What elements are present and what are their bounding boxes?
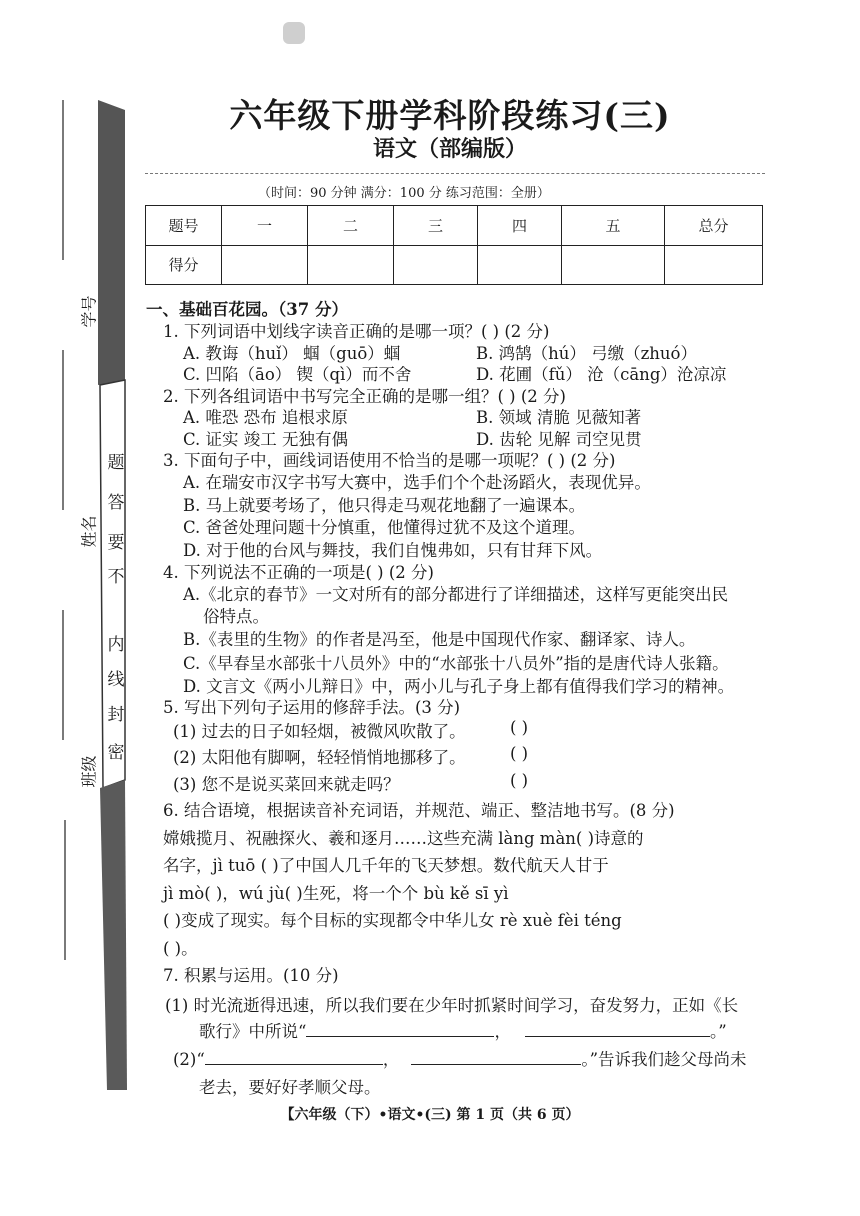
seal-char: 要 xyxy=(107,533,125,553)
option-c: C. 证实 竣工 无独有偶 xyxy=(183,430,349,449)
class-label: 班级 xyxy=(79,755,99,788)
score-cell[interactable] xyxy=(562,245,665,285)
seal-char: 答 xyxy=(107,493,125,513)
text-segment: ， xyxy=(494,1022,511,1041)
strip-bottom-dark xyxy=(100,780,127,1090)
divider xyxy=(145,173,765,174)
question-stem: 5. 写出下列句子运用的修辞手法。(3 分) xyxy=(163,698,461,717)
text-segment: ， xyxy=(382,1050,400,1069)
option-b: B. 鸿鹄（hú） 弓缴（zhuó） xyxy=(476,344,697,363)
sub-question-cont: 老去，要好好孝顺父母。 xyxy=(199,1078,381,1097)
fill-blank[interactable] xyxy=(411,1047,581,1065)
table-row xyxy=(146,206,763,246)
option-d: D. 对于他的台风与舞技，我们自愧弗如，只有甘拜下风。 xyxy=(183,541,603,560)
option-c: C. 凹陷（āo） 锲（qì）而不舍 xyxy=(183,365,412,384)
option-d: D. 花圃（fǔ） 沧（cāng）沧凉凉 xyxy=(476,365,727,384)
passage-line: 嫦娥揽月、祝融探火、羲和逐月……这些充满 làng màn( )诗意的 xyxy=(163,829,644,848)
option-a-cont: 俗特点。 xyxy=(203,607,269,626)
fill-blank[interactable] xyxy=(525,1019,710,1037)
table-cell: 五 xyxy=(562,206,665,246)
question-stem: 7. 积累与运用。(10 分) xyxy=(163,966,339,985)
option-b: B. 马上就要考场了，他只得走马观花地翻了一遍课本。 xyxy=(183,496,586,515)
score-cell[interactable] xyxy=(222,245,308,285)
text-segment: 。” xyxy=(709,1022,727,1041)
table-cell: 总分 xyxy=(665,206,763,246)
question-stem: 1. 下列词语中划线字读音正确的是哪一项？( ) (2 分) xyxy=(163,322,550,341)
seal-char: 内 xyxy=(107,635,125,655)
score-cell[interactable] xyxy=(665,245,763,285)
passage-line: ( )。 xyxy=(163,939,198,958)
sentence-item: (3) 您不是说买菜回来就走吗？ xyxy=(173,775,400,794)
table-row xyxy=(146,245,763,285)
student-id-label: 学号 xyxy=(79,295,99,328)
fill-blank[interactable] xyxy=(306,1019,494,1037)
exam-info: （时间：90 分钟 满分：100 分 练习范围：全册） xyxy=(258,186,550,201)
answer-paren[interactable]: ( ) xyxy=(510,771,529,790)
question-stem: 6. 结合语境，根据读音补充词语，并规范、端正、整洁地书写。(8 分) xyxy=(163,801,675,820)
answer-paren[interactable]: ( ) xyxy=(510,744,529,763)
question-stem: 2. 下列各组词语中书写完全正确的是哪一组？( ) (2 分) xyxy=(163,387,566,406)
text-segment: (2)“ xyxy=(173,1050,205,1069)
page-footer: 【六年级（下）•语文•(三) 第 1 页（共 6 页） xyxy=(280,1107,580,1123)
seal-char: 线 xyxy=(107,670,125,690)
text-segment: 歌行》中所说“ xyxy=(199,1022,307,1041)
score-cell[interactable] xyxy=(308,245,394,285)
table-cell: 三 xyxy=(394,206,478,246)
table-cell: 得分 xyxy=(146,245,222,285)
score-cell[interactable] xyxy=(478,245,562,285)
table-cell: 一 xyxy=(222,206,308,246)
page-title: 六年级下册学科阶段练习(三) xyxy=(229,96,671,135)
binding-sidebar xyxy=(55,80,145,1090)
option-c: C.《早春呈水部张十八员外》中的“水部张十八员外”指的是唐代诗人张籍。 xyxy=(183,654,729,673)
option-a: A. 教诲（huǐ） 蝈（guō）蝈 xyxy=(183,344,401,363)
option-c: C. 爸爸处理问题十分慎重，他懂得过犹不及这个道理。 xyxy=(183,518,586,537)
option-d: D. 文言文《两小儿辩日》中，两小儿与孔子身上都有值得我们学习的精神。 xyxy=(183,677,735,696)
scan-mark xyxy=(283,22,305,44)
table-cell: 二 xyxy=(308,206,394,246)
fill-blank[interactable] xyxy=(205,1047,383,1065)
option-a: A.《北京的春节》一文对所有的部分都进行了详细描述，这样写更能突出民 xyxy=(183,585,729,604)
sentence-item: (2) 太阳他有脚啊，轻轻悄悄地挪移了。 xyxy=(173,748,466,767)
student-name-label: 姓名 xyxy=(79,515,99,548)
option-a: A. 唯恐 恐布 追根求原 xyxy=(183,408,348,427)
sub-question xyxy=(173,1046,747,1070)
option-b: B. 领域 清脆 见薇知著 xyxy=(476,408,642,427)
option-d: D. 齿轮 见解 司空见贯 xyxy=(476,430,642,449)
text-segment: 。”告诉我们趁父母尚未 xyxy=(581,1050,747,1069)
passage-line: 名字，jì tuō ( )了中国人几千年的飞天梦想。数代航天人甘于 xyxy=(163,856,609,875)
table-cell: 题号 xyxy=(146,206,222,246)
passage-line: ( )变成了现实。每个目标的实现都令中华儿女 rè xuè fèi téng xyxy=(163,911,622,930)
seal-char: 不 xyxy=(107,567,125,587)
seal-char: 封 xyxy=(107,705,125,725)
question-stem: 3. 下面句子中，画线词语使用不恰当的是哪一项呢？( ) (2 分) xyxy=(163,451,616,470)
sub-question xyxy=(199,1018,727,1042)
question-stem: 4. 下列说法不正确的一项是( ) (2 分) xyxy=(163,563,434,582)
seal-char: 密 xyxy=(107,743,125,763)
sentence-item: (1) 过去的日子如轻烟，被微风吹散了。 xyxy=(173,722,466,741)
score-cell[interactable] xyxy=(394,245,478,285)
option-b: B.《表里的生物》的作者是冯至，他是中国现代作家、翻译家、诗人。 xyxy=(183,630,696,649)
seal-char: 题 xyxy=(107,453,125,473)
table-cell: 四 xyxy=(478,206,562,246)
answer-paren[interactable]: ( ) xyxy=(510,718,529,737)
section-heading: 一、基础百花园。（37 分） xyxy=(146,300,348,319)
page-subtitle: 语文（部编版） xyxy=(372,136,527,162)
binding-strip-graphic xyxy=(55,80,145,1090)
score-table xyxy=(145,205,763,285)
option-a: A. 在瑞安市汉字书写大赛中，选手们个个赴汤蹈火，表现优异。 xyxy=(183,473,651,492)
sub-question: (1) 时光流逝得迅速，所以我们要在少年时抓紧时间学习，奋发努力，正如《长 xyxy=(165,996,739,1015)
passage-line: jì mò( )，wú jù( )生死，将一个个 bù kě sī yì xyxy=(163,884,509,903)
